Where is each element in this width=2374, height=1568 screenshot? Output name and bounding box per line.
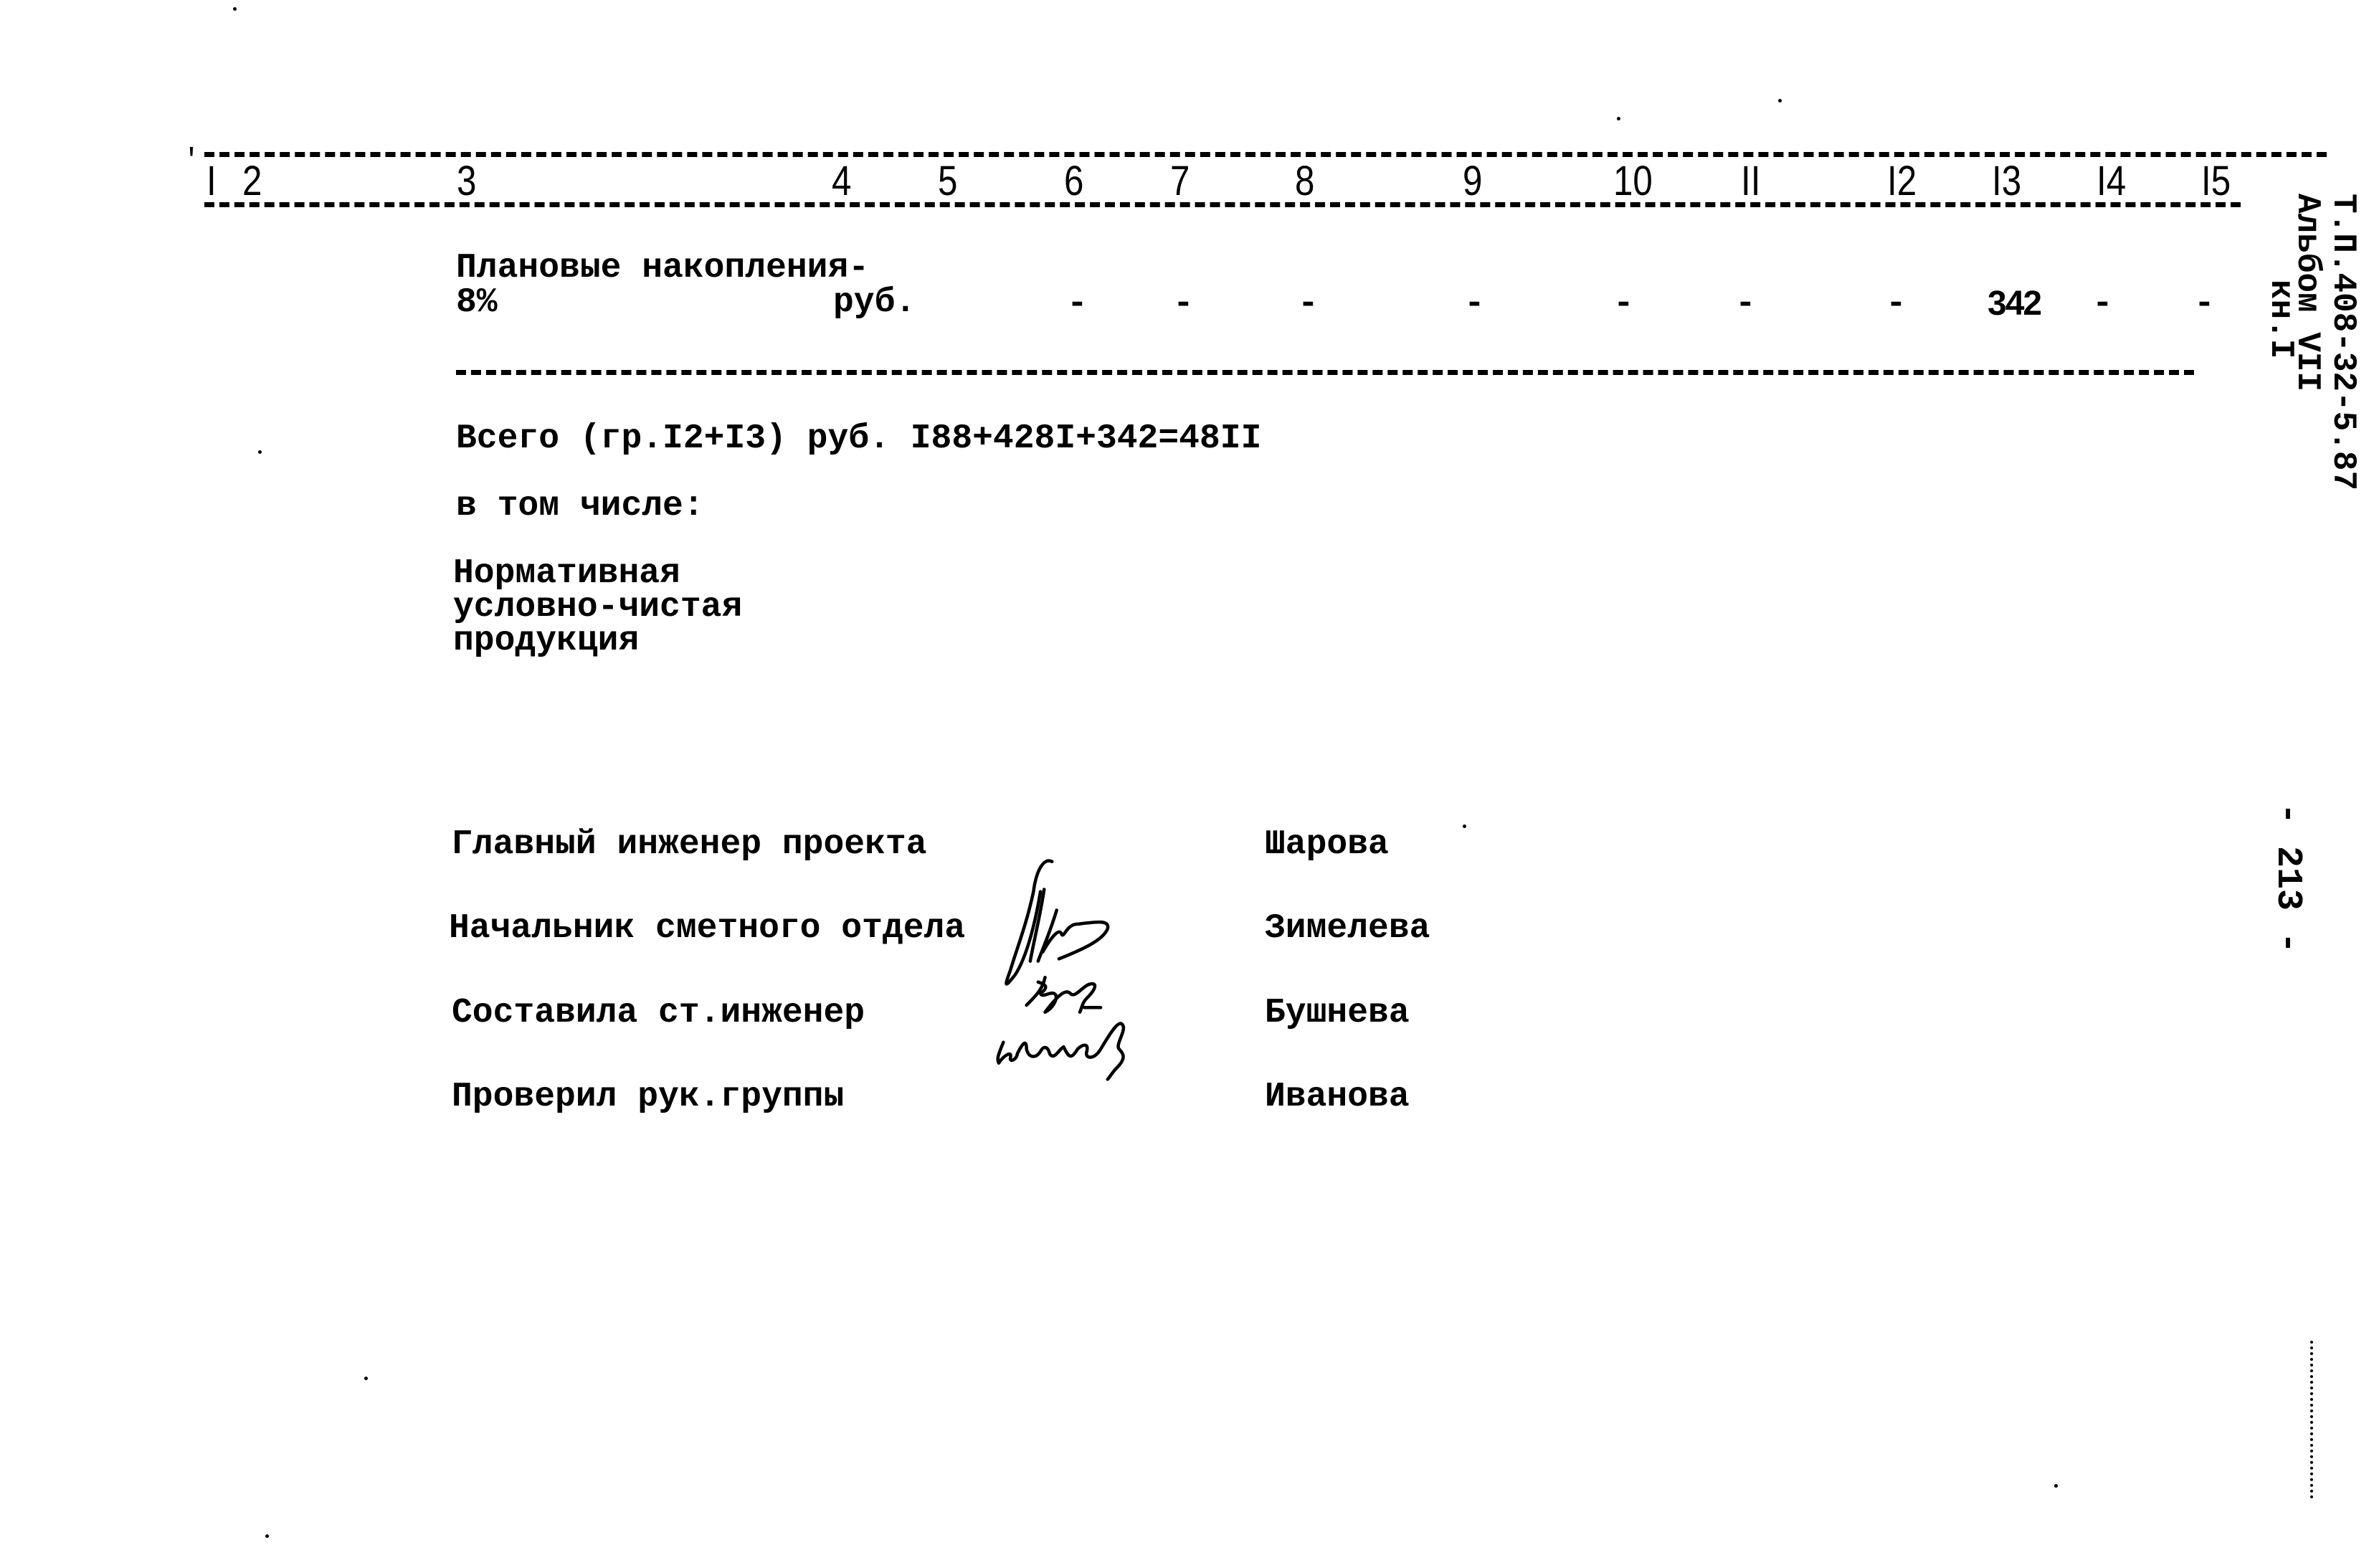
scan-speck <box>2054 1484 2058 1488</box>
row-label-percent: 8% <box>456 283 498 322</box>
document-code <box>2323 194 2363 490</box>
row-unit: руб. <box>833 283 916 322</box>
col-header: 6 <box>1064 158 1084 204</box>
normative-line: Нормативная <box>453 554 680 593</box>
signer-name: Зимелева <box>1265 909 1430 948</box>
row-value: - <box>1067 285 1088 323</box>
signer-role: Проверил рук.группы <box>452 1078 845 1116</box>
row-label: Плановые накопления- <box>456 249 870 288</box>
book-text: кн.I <box>2262 280 2299 359</box>
col-header: 10 <box>1613 158 1653 204</box>
row-value: - <box>1735 285 1756 323</box>
col-header: I5 <box>2201 158 2231 204</box>
total-line: Всего (гр.I2+I3) руб. I88+428I+342=48II <box>456 419 1262 458</box>
header-top-rule <box>204 152 2327 157</box>
album-text: Альбом VII <box>2289 194 2326 392</box>
header-bottom-rule <box>204 202 2241 207</box>
scan-speck <box>233 7 237 11</box>
book-label <box>2261 280 2300 358</box>
row-value: - <box>1464 285 1485 323</box>
col-header: 2 <box>242 158 262 204</box>
col-header: 4 <box>832 158 852 204</box>
signer-name: Бушнева <box>1265 994 1410 1032</box>
col-header: I <box>206 158 217 204</box>
row-value: - <box>1613 285 1634 323</box>
signature-ivanova <box>998 1024 1124 1080</box>
col-header: I3 <box>1992 158 2022 204</box>
row-value-col13: 342 <box>1988 285 2041 323</box>
col-header: 7 <box>1170 158 1190 204</box>
row-value: - <box>1173 285 1194 323</box>
signer-role: Составила ст.инженер <box>452 994 865 1032</box>
signer-name: Шарова <box>1265 825 1389 864</box>
page-number-text: - 213 - <box>2267 803 2308 954</box>
signer-role: Начальник сметного отдела <box>449 909 966 948</box>
scan-speck <box>1617 117 1620 120</box>
signer-role: Главный инженер проекта <box>452 825 927 864</box>
page-number <box>2266 803 2309 954</box>
signer-name: Иванова <box>1265 1078 1410 1116</box>
col-header: I4 <box>2097 158 2127 204</box>
row-value: - <box>1298 285 1319 323</box>
bottom-right-stamp-marks <box>2310 1341 2335 1498</box>
margin-tick: ' <box>183 145 201 177</box>
signature-sharova-zimeleva <box>1006 861 1108 984</box>
scan-speck <box>364 1377 368 1380</box>
col-header: 8 <box>1295 158 1315 204</box>
normative-line: продукция <box>453 622 640 660</box>
section-rule <box>456 370 2194 375</box>
col-header: II <box>1741 158 1761 204</box>
col-header: 3 <box>457 158 477 204</box>
scan-speck <box>1778 99 1782 103</box>
normative-line: условно-чистая <box>453 588 743 627</box>
col-header: 5 <box>938 158 958 204</box>
scan-speck <box>1463 825 1466 828</box>
col-header: I2 <box>1887 158 1917 204</box>
including-label: в том числе: <box>456 487 704 526</box>
col-header: 9 <box>1463 158 1483 204</box>
signature-bushneva <box>1027 977 1101 1012</box>
document-code-text: Т.П.408-32-5.87 <box>2325 194 2362 491</box>
row-value: - <box>2092 285 2113 323</box>
row-value: - <box>2194 285 2215 323</box>
scan-speck <box>258 450 262 454</box>
handwritten-signatures <box>989 789 1291 1161</box>
scan-speck <box>265 1534 269 1538</box>
row-value: - <box>1886 285 1907 323</box>
